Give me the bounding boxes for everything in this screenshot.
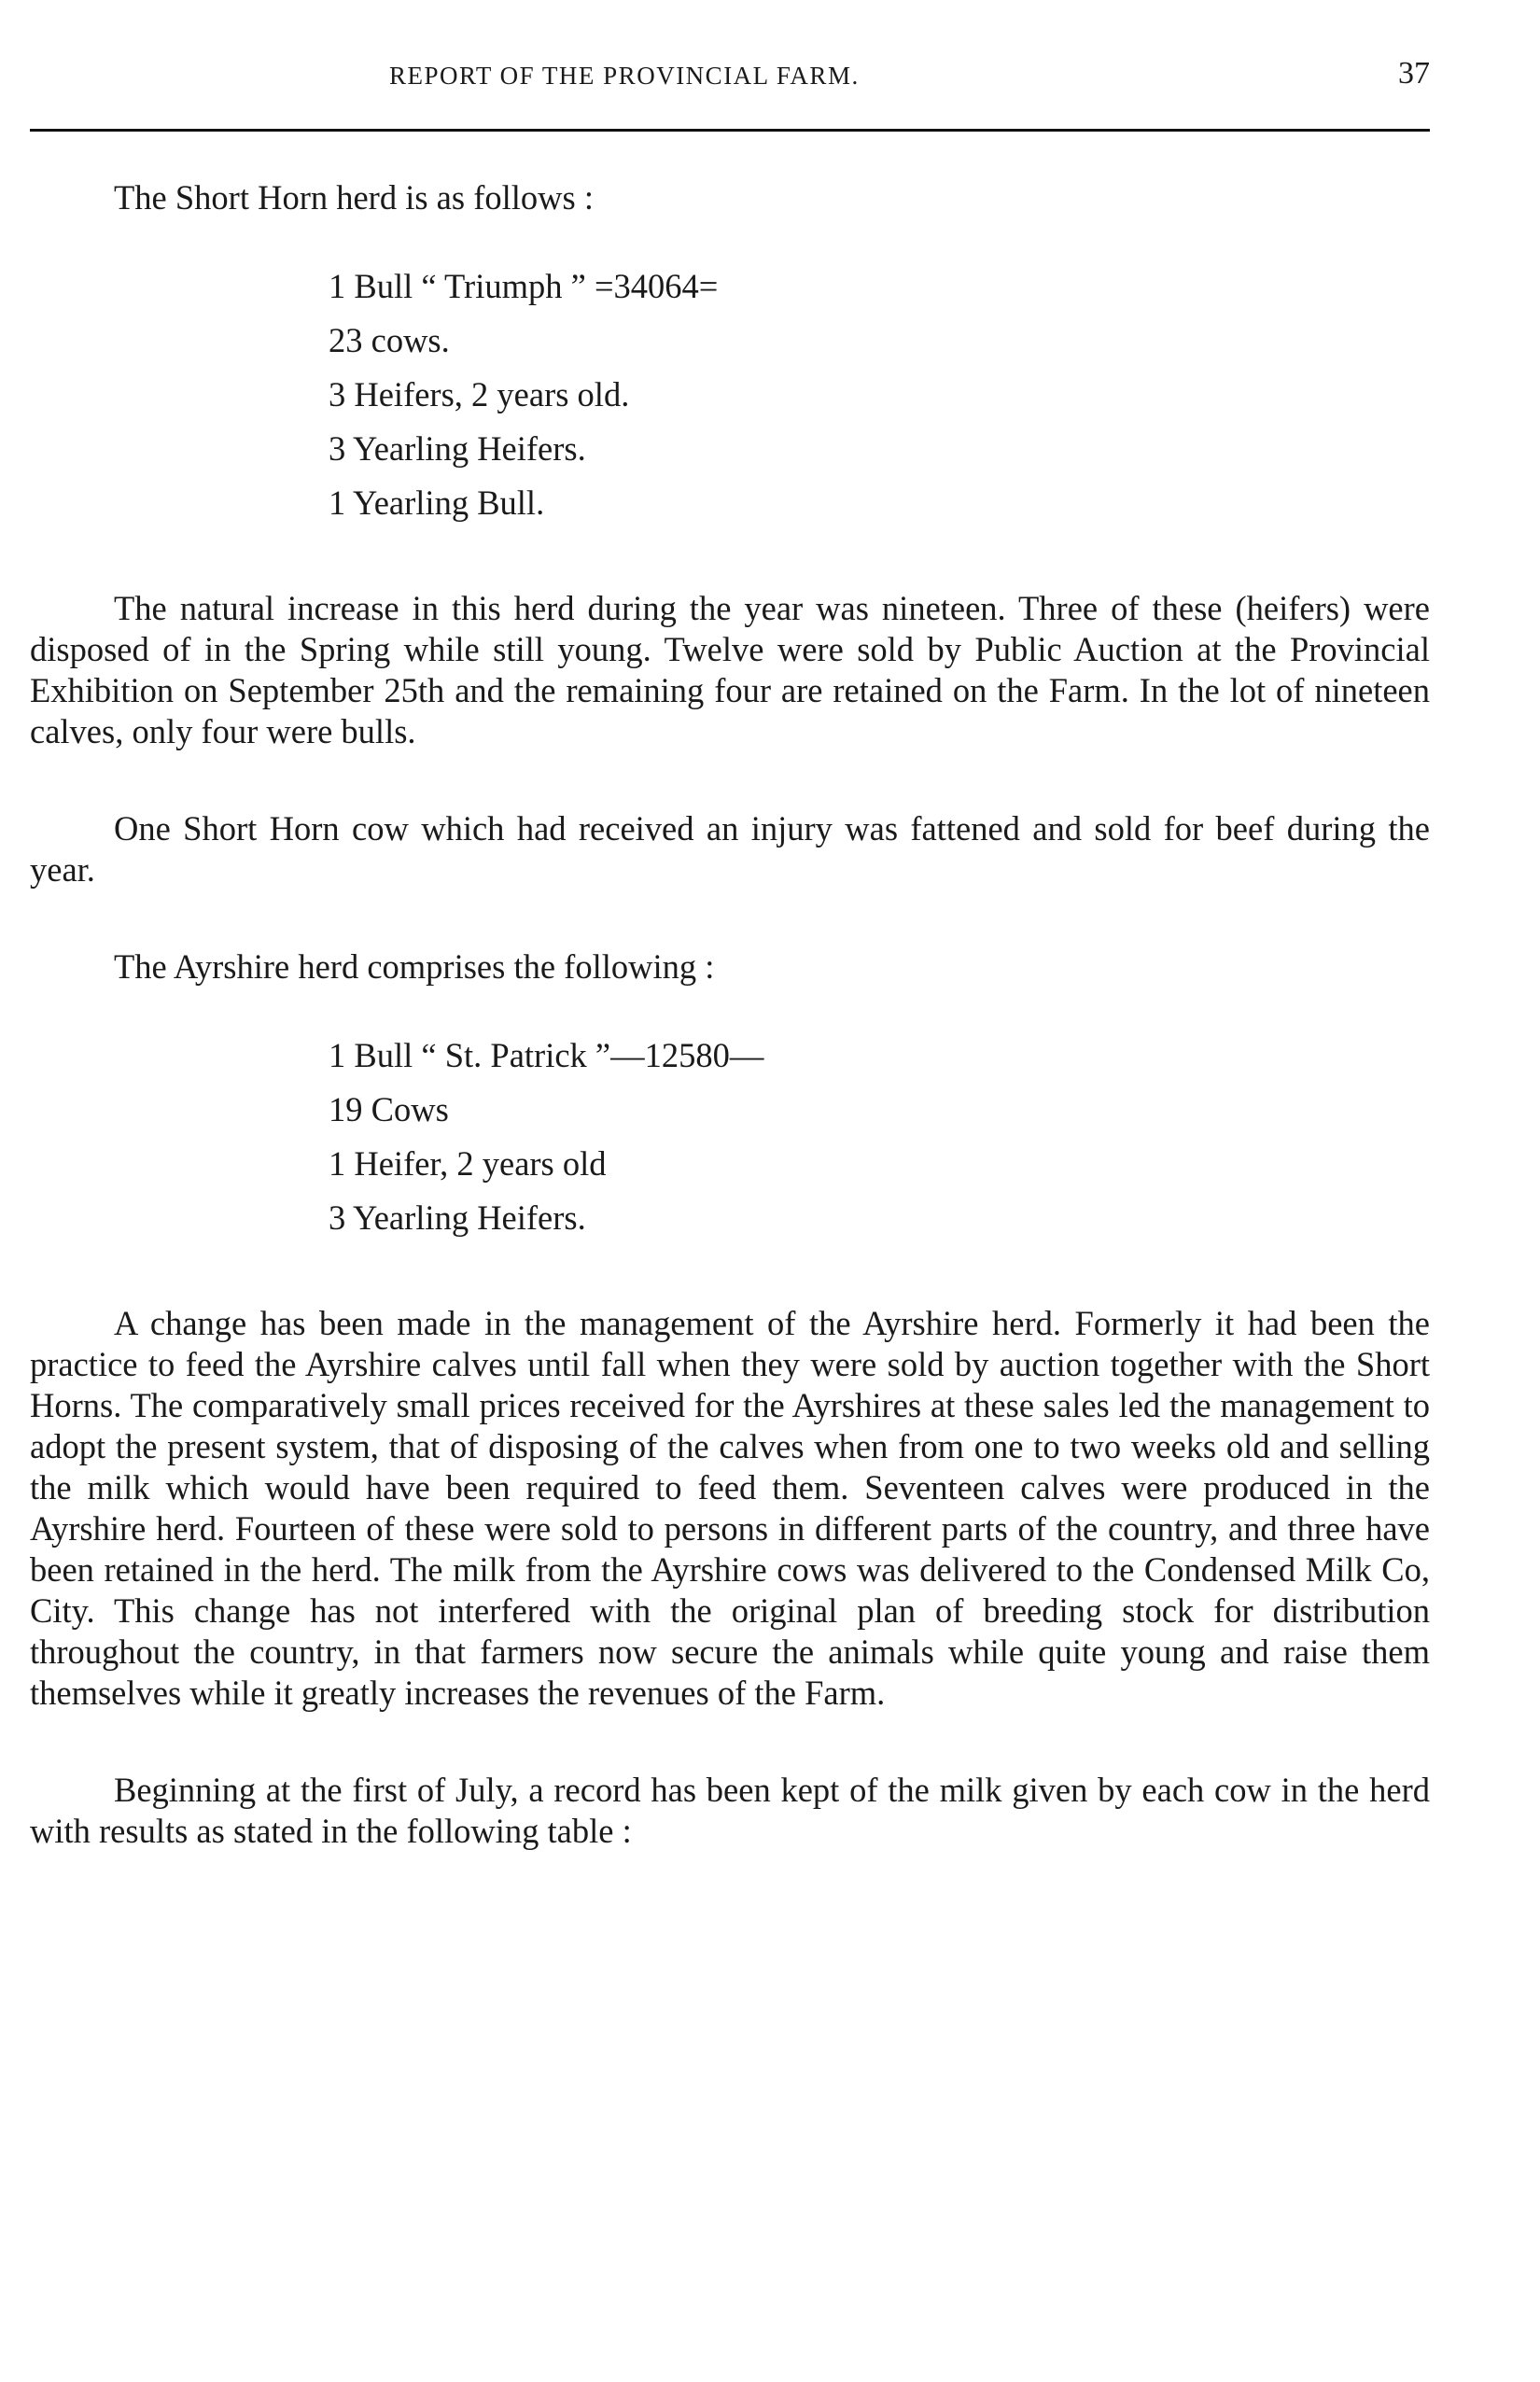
- list-item: 3 Yearling Heifers.: [329, 1198, 586, 1237]
- list-item: 3 Heifers, 2 years old.: [329, 375, 630, 413]
- list-item: 1 Bull “ Triumph ” =34064=: [329, 267, 719, 305]
- shorthorn-injury-paragraph: One Short Horn cow which had received an injury was fattened and sold for beef during the year.: [30, 809, 1430, 889]
- milk-record-paragraph: Beginning at the first of July, a record has been kept of the milk given by each cow in the herd with results as stated in the following table :: [30, 1771, 1430, 1850]
- page-number: 37: [1398, 56, 1430, 91]
- shorthorn-herd-list: [30, 259, 1430, 530]
- shorthorn-increase-paragraph: The natural increase in this herd during the year was nineteen. Three of these (heifers) were disposed of in the Spring while still young. Twelve were sold by Public Auction at the Provincial Exhibition on September 25th and the remaining four are retained on the Farm. In the lot of nineteen calves, only four were bulls.: [30, 589, 1430, 750]
- ayrshire-herd-list: [30, 1029, 1430, 1245]
- shorthorn-intro: The Short Horn herd is as follows :: [114, 178, 594, 217]
- list-item: 3 Yearling Heifers.: [329, 429, 586, 468]
- list-item: 1 Bull “ St. Patrick ”—12580—: [329, 1036, 764, 1074]
- running-head: [30, 56, 1430, 99]
- list-item: 1 Heifer, 2 years old: [329, 1144, 607, 1183]
- list-item: 23 cows.: [329, 321, 450, 359]
- body-text: [30, 177, 1430, 1852]
- list-item: 1 Yearling Bull.: [329, 483, 545, 522]
- ayrshire-intro: The Ayrshire herd comprises the following :: [114, 947, 715, 986]
- ayrshire-change-paragraph: A change has been made in the management of the Ayrshire herd. Formerly it had been the practice to feed the Ayrshire calves until fall when they were sold by auction together with the Short Horns. The comparatively small prices received for the Ayrshires at these sales led the management to adopt the present system, that of disposing of the calves when from one to two weeks old and selling the milk which would have been required to feed them. Seventeen calves were produced in the Ayrshire herd. Fourteen of these were sold to persons in different parts of the country, and three have been retained in the herd. The milk from the Ayrshire cows was delivered to the Condensed Milk Co, City. This change has not interfered with the original plan of breeding stock for distribution throughout the country, in that farmers now secure the animals while quite young and raise them themselves while it greatly increases the revenues of the Farm.: [30, 1304, 1430, 1712]
- running-title: REPORT OF THE PROVINCIAL FARM.: [389, 62, 860, 90]
- list-item: 19 Cows: [329, 1090, 449, 1128]
- header-rule: [30, 129, 1430, 132]
